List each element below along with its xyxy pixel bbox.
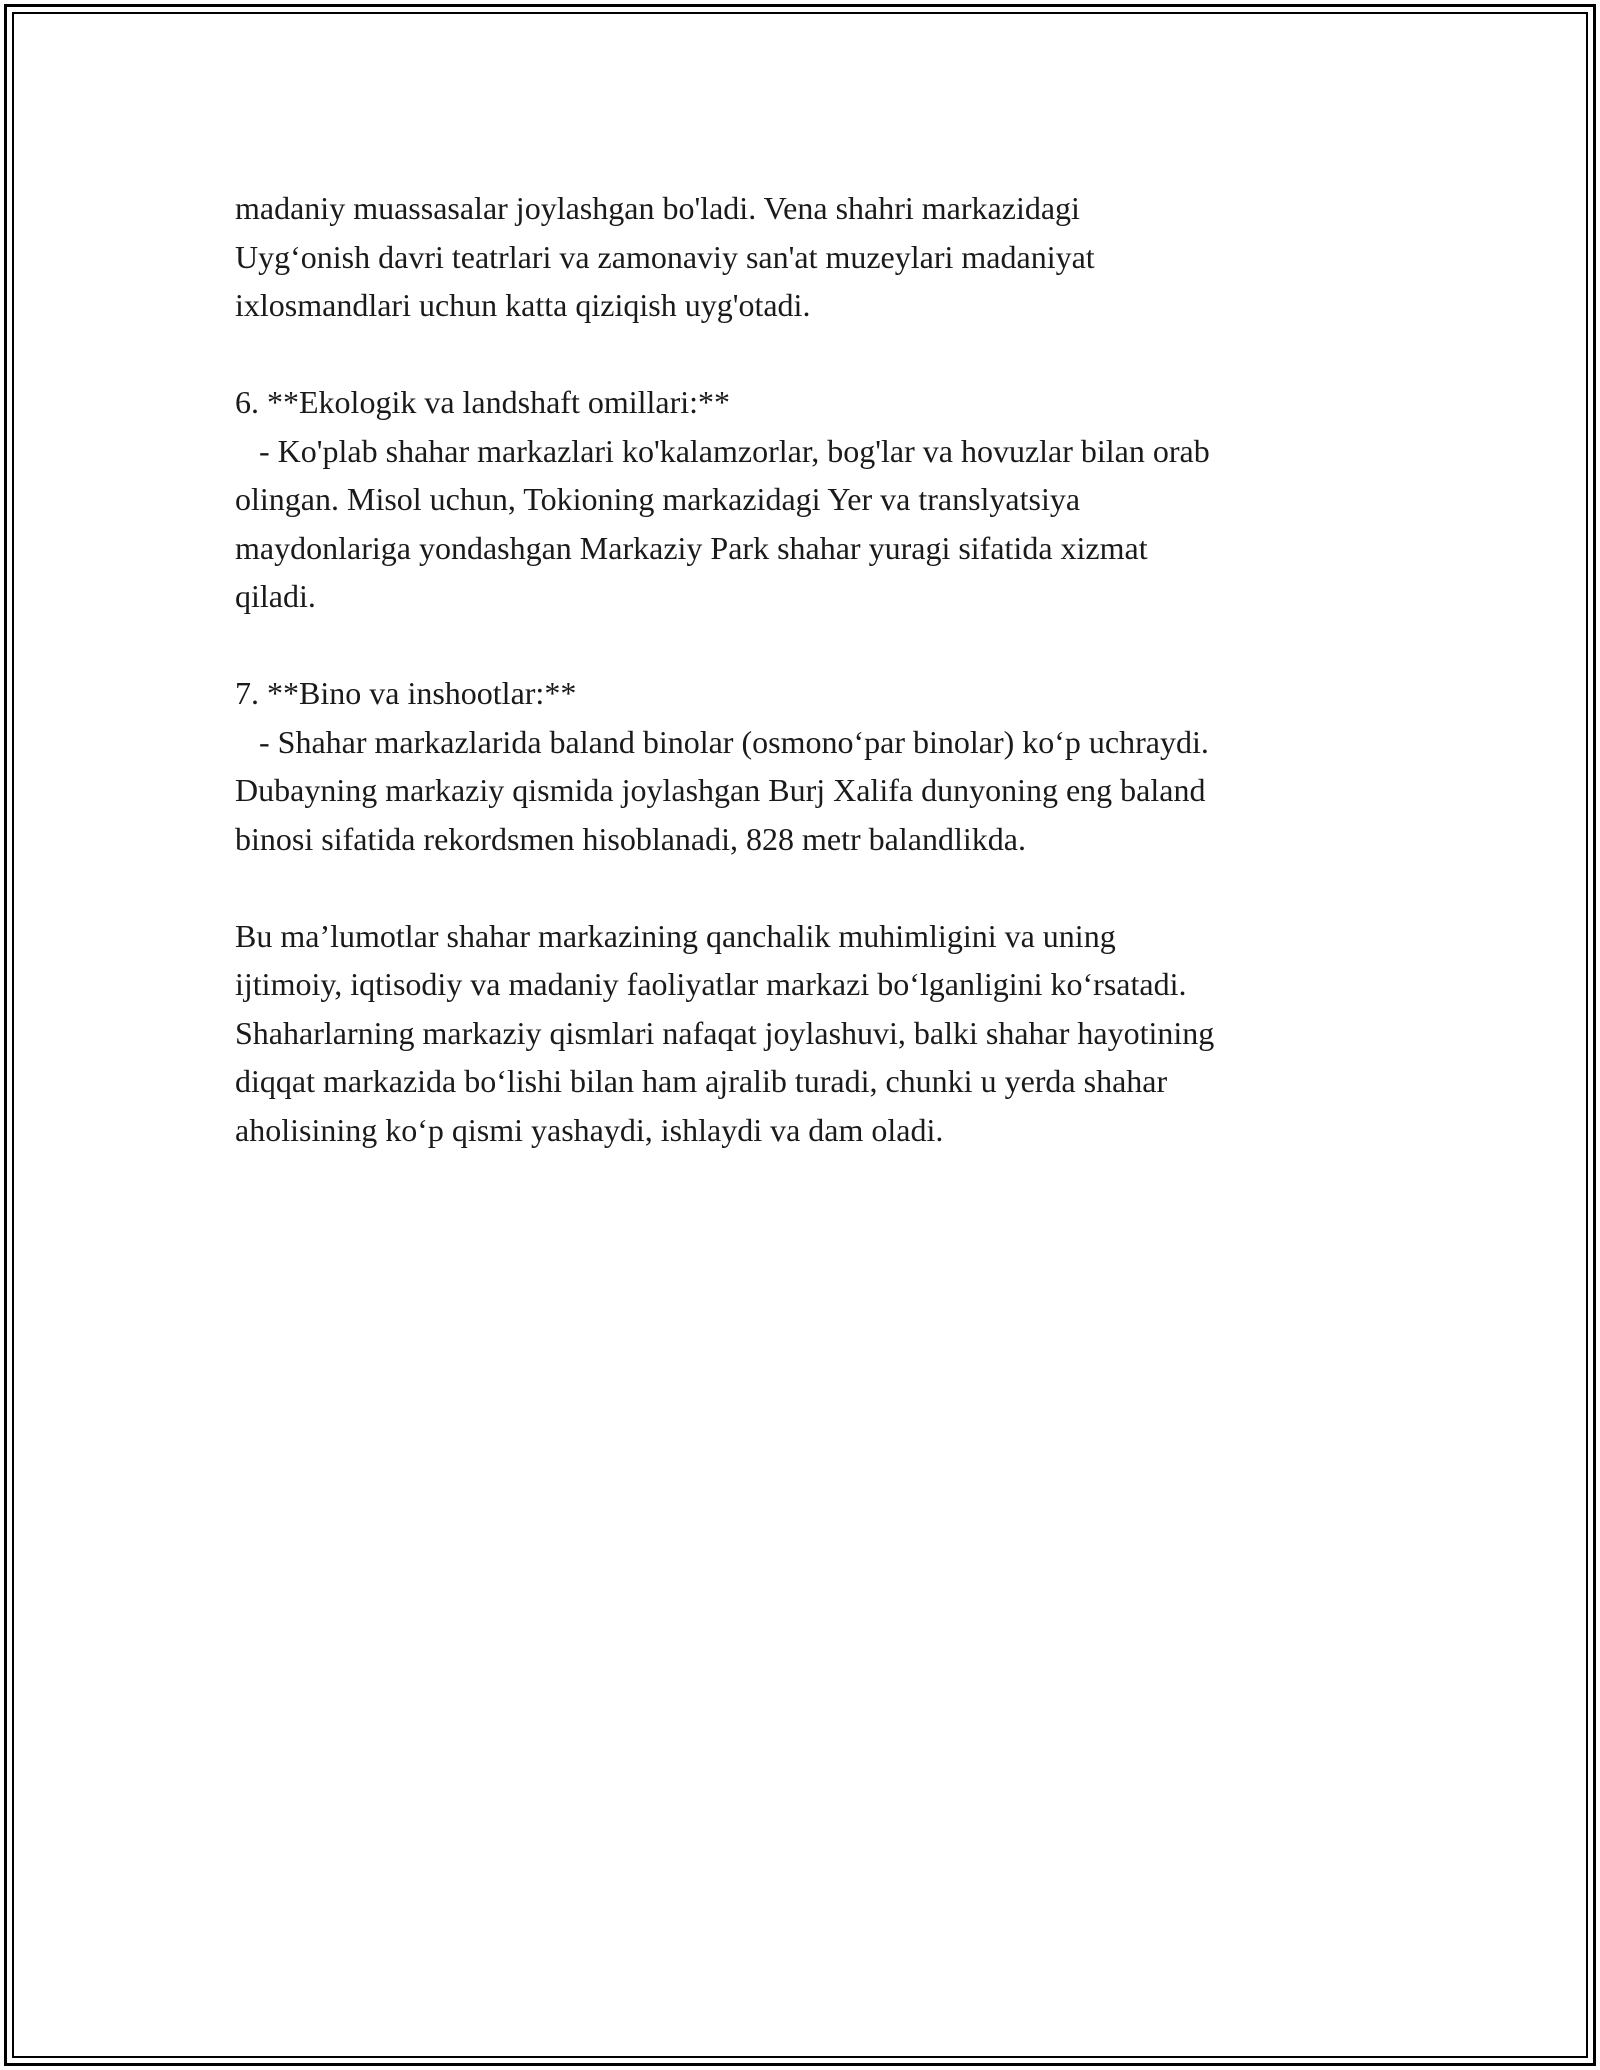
text-line: - Ko'plab shahar markazlari ko'kalamzorlar, bog'lar va hovuzlar bilan orab [235, 432, 1210, 469]
text-line: diqqat markazida bo‘lishi bilan ham ajralib turadi, chunki u yerda shahar [235, 1063, 1168, 1099]
text-line: qiladi. [235, 578, 316, 614]
text-line: olingan. Misol uchun, Tokioning markazidagi Yer va translyatsiya [235, 481, 1081, 517]
paragraph-gap [235, 330, 1415, 379]
document-body [235, 184, 1415, 1154]
paragraph-conclusion [235, 912, 1415, 1155]
section-heading: 6. **Ekologik va landshaft omillari:** [235, 384, 731, 420]
text-line: ijtimoiy, iqtisodiy va madaniy faoliyatlar markazi bo‘lganligini ko‘rsatadi. [235, 966, 1187, 1002]
text-line: binosi sifatida rekordsmen hisoblanadi, 828 metr balandlikda. [235, 820, 1026, 857]
text-line: Bu ma’lumotlar shahar markazining qanchalik muhimligini va uning [235, 917, 1116, 954]
text-line: ixlosmandlari uchun katta qiziqish uyg'otadi. [235, 287, 811, 323]
paragraph-buildings [235, 669, 1415, 863]
text-line: Dubayning markaziy qismida joylashgan Burj Xalifa dunyoning eng baland [235, 772, 1206, 808]
section-heading: 7. **Bino va inshootlar:** [235, 675, 577, 711]
paragraph-gap [235, 621, 1415, 670]
text-line: Shaharlarning markaziy qismlari nafaqat joylashuvi, balki shahar hayotining [235, 1014, 1215, 1051]
paragraph-ecological-factors [235, 378, 1415, 621]
text-line: Uyg‘onish davri teatrlari va zamonaviy san'at muzeylari madaniyat [235, 238, 1095, 275]
text-line: - Shahar markazlarida baland binolar (osmono‘par binolar) ko‘p uchraydi. [235, 723, 1209, 760]
text-line: maydonlariga yondashgan Markaziy Park shahar yuragi sifatida xizmat [235, 529, 1148, 566]
paragraph-cultural-continuation [235, 184, 1415, 330]
paragraph-gap [235, 863, 1415, 912]
text-line: madaniy muassasalar joylashgan bo'ladi. Vena shahri markazidagi [235, 190, 1080, 226]
text-line: aholisining ko‘p qismi yashaydi, ishlaydi va dam oladi. [235, 1111, 944, 1148]
